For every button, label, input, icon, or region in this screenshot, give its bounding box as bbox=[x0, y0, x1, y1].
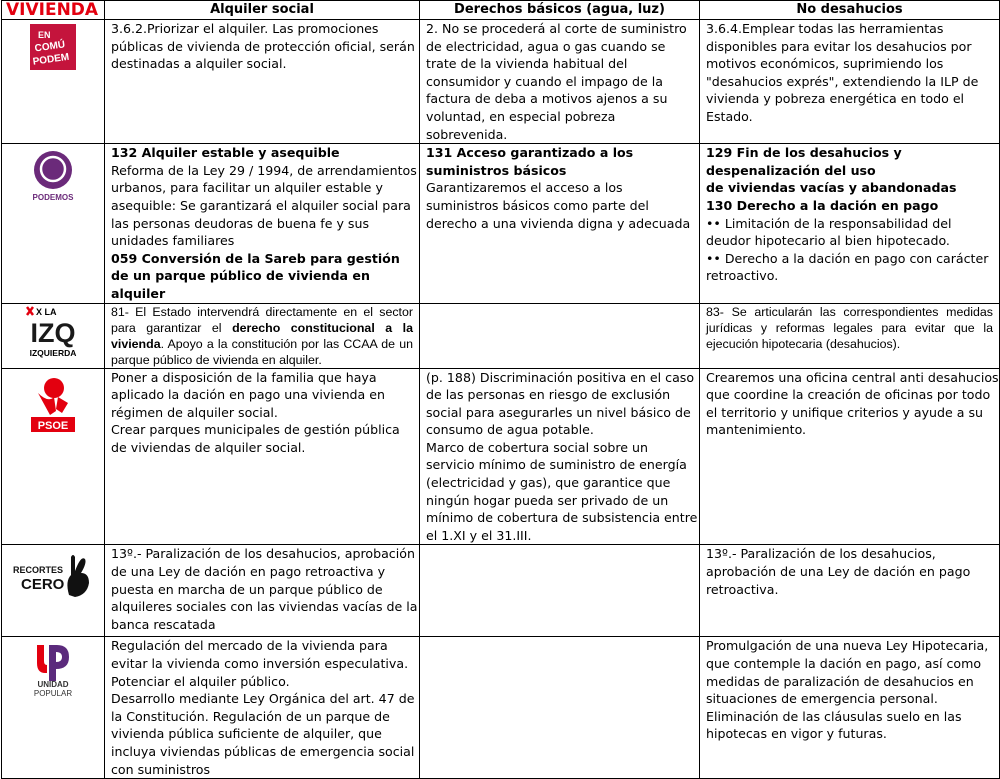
header-row bbox=[2, 1, 1000, 20]
logo-text: IZQ bbox=[30, 317, 76, 348]
unidad-popular-logo bbox=[23, 641, 83, 697]
party-cell bbox=[2, 144, 105, 303]
cell-text: Promulgación de una nueva Ley Hipotecaria, que contemple la dación en pago, así como medidas de paralización de desahucios en situaciones de emergencia personal. Eliminación de las cláusulas suelo en las hipotecas en vigor y futuras. bbox=[706, 638, 989, 742]
cell-text: Crearemos una oficina central anti desahucios que coordine la creación de oficinas por todo el territorio y unifique criterios y ayude a su mantenimiento. bbox=[706, 369, 999, 438]
cell-text: •• Limitación de la responsabilidad del deudor hipotecario al bien hipotecado. bbox=[706, 215, 952, 249]
derechos-cell bbox=[420, 303, 700, 368]
cell-text: Reforma de la Ley 29 / 1994, de arrendamientos urbanos, para facilitar un alquiler estable y asequible: Se garantizará el alquiler social para las personas deudoras de buena fe y sus unidades familiares bbox=[111, 162, 417, 249]
cell-text: . Apoyo a la constitución por las CCAA de un parque público de vivienda en alquiler. bbox=[111, 336, 413, 367]
cell-text: de viviendas vacías y abandonadas bbox=[706, 180, 957, 196]
cell-text: Garantizaremos el acceso a los suministros básicos como parte del derecho a una vivienda digna y adecuada bbox=[426, 180, 691, 231]
party-cell bbox=[2, 637, 105, 779]
desahucios-cell bbox=[700, 368, 1000, 545]
derechos-cell bbox=[420, 637, 700, 779]
cell-text: 83- Se articularán las correspondientes medidas jurídicas y reformas legales para evitar que la ejecución hipotecaria (desahucios). bbox=[706, 304, 993, 351]
logo-text: COMÚ bbox=[34, 39, 66, 55]
cell-text: 131 Acceso garantizado a los suministros básicos bbox=[426, 145, 634, 178]
cell-text: Regulación del mercado de la vivienda para evitar la vivienda como inversión especulativa. Potenciar el alquiler público. bbox=[111, 638, 409, 689]
derechos-cell bbox=[420, 20, 700, 144]
desahucios-cell bbox=[700, 303, 1000, 368]
logo-text: RECORTES bbox=[13, 565, 64, 576]
table-row bbox=[2, 637, 1000, 779]
logo-text: PODEMOS bbox=[32, 193, 74, 203]
derechos-cell bbox=[420, 368, 700, 545]
cell-text: 3.6.2.Priorizar el alquiler. Las promociones públicas de vivienda de protección oficial, serán destinadas a alquiler social. bbox=[111, 21, 415, 72]
cell-text: 129 Fin de los desahucios y despenalización del uso bbox=[706, 145, 902, 178]
table-row bbox=[2, 303, 1000, 368]
cell-text: 132 Alquiler estable y asequible bbox=[111, 145, 340, 161]
cell-text: Crear parques municipales de gestión pública de viviendas de alquiler social. bbox=[111, 422, 400, 455]
logo-text: POPULAR bbox=[33, 689, 73, 698]
alquiler-cell bbox=[105, 637, 420, 779]
section-title: VIVIENDA bbox=[2, 1, 105, 20]
desahucios-cell bbox=[700, 637, 1000, 779]
desahucios-cell bbox=[700, 545, 1000, 637]
table-row bbox=[2, 545, 1000, 637]
logo-text: X LA bbox=[36, 306, 57, 317]
cell-text-bold: derecho constitucional a la vivienda bbox=[111, 320, 413, 351]
cell-text: 2. No se procederá al corte de suministro de electricidad, agua o gas cuando se trate de la vivienda habitual del consumidor y cuando el impago de la factura de deba a motivos ajenos a su voluntad, en especial pobreza sobrevenida. bbox=[426, 21, 687, 142]
cell-text: 059 Conversión de la Sareb para gestión de un parque público de vivienda en alquiler bbox=[111, 250, 400, 301]
party-cell bbox=[2, 545, 105, 637]
cell-text: 13º.- Paralización de los desahucios, aprobación de una Ley de dación en pago retroactiva y puesta en marcha de un parque público de alquileres sociales con las viviendas vacías de la banca rescatada bbox=[111, 546, 418, 632]
derechos-cell bbox=[420, 144, 700, 303]
desahucios-cell bbox=[700, 20, 1000, 144]
logo-text: UNIDAD bbox=[37, 680, 69, 690]
logo-text: PODEM bbox=[32, 51, 70, 68]
table-row bbox=[2, 368, 1000, 545]
alquiler-cell bbox=[105, 20, 420, 144]
derechos-cell bbox=[420, 545, 700, 637]
table-row bbox=[2, 144, 1000, 303]
izquierda-unida-logo bbox=[13, 305, 93, 361]
en-comu-podem-logo bbox=[30, 24, 76, 70]
logo-text: EN bbox=[38, 30, 51, 40]
column-header-derechos: Derechos básicos (agua, luz) bbox=[420, 1, 700, 20]
cell-text: •• Derecho a la dación en pago con carácter retroactivo. bbox=[706, 250, 989, 284]
cell-text: 3.6.4.Emplear todas las herramientas disponibles para evitar los desahucios por motivos económicos, suprimiendo los "desahucios exprés", extendiendo la ILP de vivienda y pobreza energética en todo el Estado. bbox=[706, 21, 979, 124]
column-header-desahucios: No desahucios bbox=[700, 1, 1000, 20]
cell-text: 130 Derecho a la dación en pago bbox=[706, 197, 939, 213]
table-row bbox=[2, 20, 1000, 144]
cell-text: Desarrollo mediante Ley Orgánica del art. 47 de la Constitución. Regulación de un parque de vivienda pública suficiente de alquiler, que incluya viviendas públicas de emergencia social con suministros bbox=[111, 691, 415, 777]
cell-text: 81- El Estado intervendrá directamente en el sector para garantizar el bbox=[111, 304, 413, 335]
desahucios-cell bbox=[700, 144, 1000, 303]
cell-text: (p. 188) Discriminación positiva en el caso de las personas en riesgo de exclusión social para asegurarles un nivel básico de consumo de agua potable. bbox=[426, 369, 695, 438]
podemos-logo bbox=[13, 150, 93, 202]
alquiler-cell bbox=[105, 368, 420, 545]
logo-text: CERO bbox=[21, 576, 65, 594]
party-cell bbox=[2, 303, 105, 368]
party-cell bbox=[2, 20, 105, 144]
psoe-logo bbox=[28, 373, 78, 433]
vivienda-table bbox=[1, 0, 1000, 779]
cell-text: Poner a disposición de la familia que haya aplicado la dación en pago una vivienda en régimen de alquiler social. bbox=[111, 369, 386, 420]
alquiler-cell bbox=[105, 303, 420, 368]
logo-text: PSOE bbox=[37, 419, 69, 432]
cell-text: 13º.- Paralización de los desahucios, aprobación de una Ley de dación en pago retroactiva. bbox=[706, 546, 971, 597]
logo-text: IZQUIERDA bbox=[29, 347, 77, 358]
cell-text: Marco de cobertura social sobre un servicio mínimo de suministro de energía (electricidad y gas), que garantice que ningún hogar pueda ser privado de un mínimo de cobertura de subsistencia entre el 1.XI y el 31.III. bbox=[426, 439, 698, 543]
alquiler-cell bbox=[105, 545, 420, 637]
recortes-cero-logo bbox=[11, 551, 95, 599]
party-cell bbox=[2, 368, 105, 545]
alquiler-cell bbox=[105, 144, 420, 303]
column-header-alquiler: Alquiler social bbox=[105, 1, 420, 20]
